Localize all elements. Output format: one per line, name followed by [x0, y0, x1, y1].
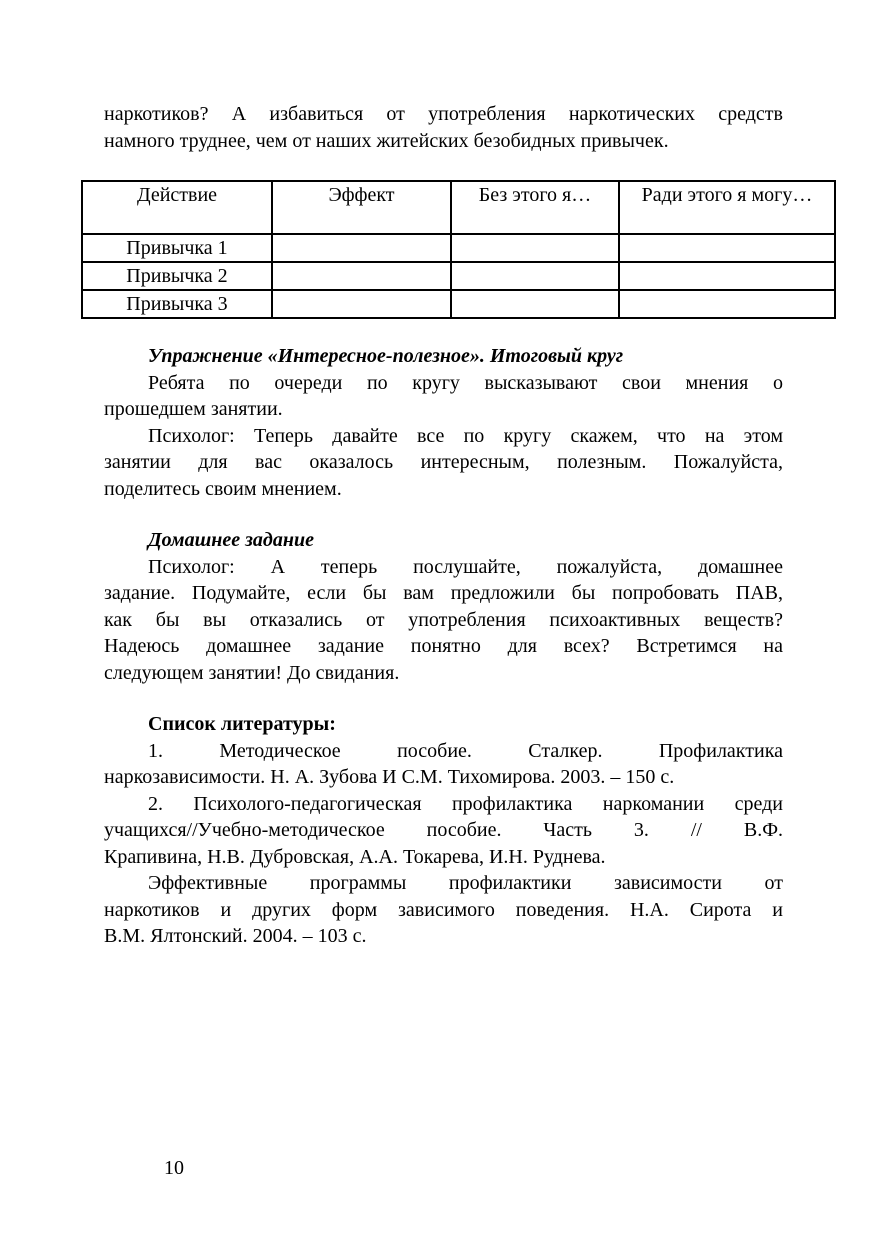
table-row	[82, 234, 835, 262]
table-cell	[451, 234, 619, 262]
text-line: поделитесь своим мнением.	[104, 477, 342, 500]
text-line: наркотиков? А избавиться от употребления наркотических средств	[104, 103, 783, 125]
table-cell	[451, 262, 619, 290]
text-line: В.М. Ялтонский. 2004. – 103 с.	[104, 925, 367, 947]
text-line: 2. Психолого-педагогическая профилактика наркомании среди	[148, 792, 783, 815]
table-cell	[619, 234, 835, 262]
table-cell	[451, 290, 619, 318]
header-cell: Действие	[82, 181, 272, 234]
table-header-row	[82, 181, 835, 234]
table-cell: Привычка 1	[82, 234, 272, 262]
text-line: Эффективные программы профилактики зависимости от	[148, 872, 783, 894]
text-line: Психолог: А теперь послушайте, пожалуйста, домашнее	[148, 555, 783, 578]
text-line: наркотиков и других форм зависимого поведения. Н.А. Сирота и	[104, 898, 783, 921]
table-cell	[272, 234, 451, 262]
text-line: следующем занятии! До свидания.	[104, 661, 400, 684]
text-line: 1. Методическое пособие. Сталкер. Профилактика	[148, 739, 783, 762]
table-row	[82, 290, 835, 318]
text-line: задание. Подумайте, если бы вам предложили бы попробовать ПАВ,	[104, 582, 783, 604]
table-cell	[619, 290, 835, 318]
text-line: намного труднее, чем от наших житейских безобидных привычек.	[104, 129, 669, 152]
text-line: Крапивина, Н.В. Дубровская, А.А. Токарева, И.Н. Руднева.	[104, 845, 606, 868]
header-cell: Без этого я…	[451, 181, 619, 234]
text-line: Надеюсь домашнее задание понятно для всех? Встретимся на	[104, 635, 783, 657]
text-line: наркозависимости. Н. А. Зубова И С.М. Тихомирова. 2003. – 150 с.	[104, 766, 675, 788]
section-heading: Домашнее задание	[148, 529, 314, 551]
text-line: Психолог: Теперь давайте все по кругу скажем, что на этом	[148, 424, 783, 447]
section-heading: Упражнение «Интересное-полезное». Итоговый круг	[148, 345, 624, 367]
header-cell: Ради этого я могу…	[619, 181, 835, 234]
table-cell	[619, 262, 835, 290]
exercise-section	[104, 343, 783, 502]
table-cell	[272, 290, 451, 318]
homework-section	[104, 527, 783, 686]
text-line: как бы вы отказались от употребления психоактивных веществ?	[104, 608, 783, 631]
text-line: Ребята по очереди по кругу высказывают свои мнения о	[148, 371, 783, 394]
text-line: прошедшем занятии.	[104, 398, 283, 420]
section-heading: Список литературы:	[148, 713, 336, 735]
table-row	[82, 262, 835, 290]
table-cell: Привычка 3	[82, 290, 272, 318]
table-cell	[272, 262, 451, 290]
page-number: 10	[164, 1157, 184, 1179]
habits-table	[81, 180, 836, 319]
table-cell: Привычка 2	[82, 262, 272, 290]
text-line: занятии для вас оказалось интересным, полезным. Пожалуйста,	[104, 451, 783, 473]
intro-paragraph	[104, 101, 783, 154]
header-cell: Эффект	[272, 181, 451, 234]
text-line: учащихся//Учебно-методическое пособие. Часть 3. // В.Ф.	[104, 819, 783, 841]
references-section	[104, 711, 783, 950]
